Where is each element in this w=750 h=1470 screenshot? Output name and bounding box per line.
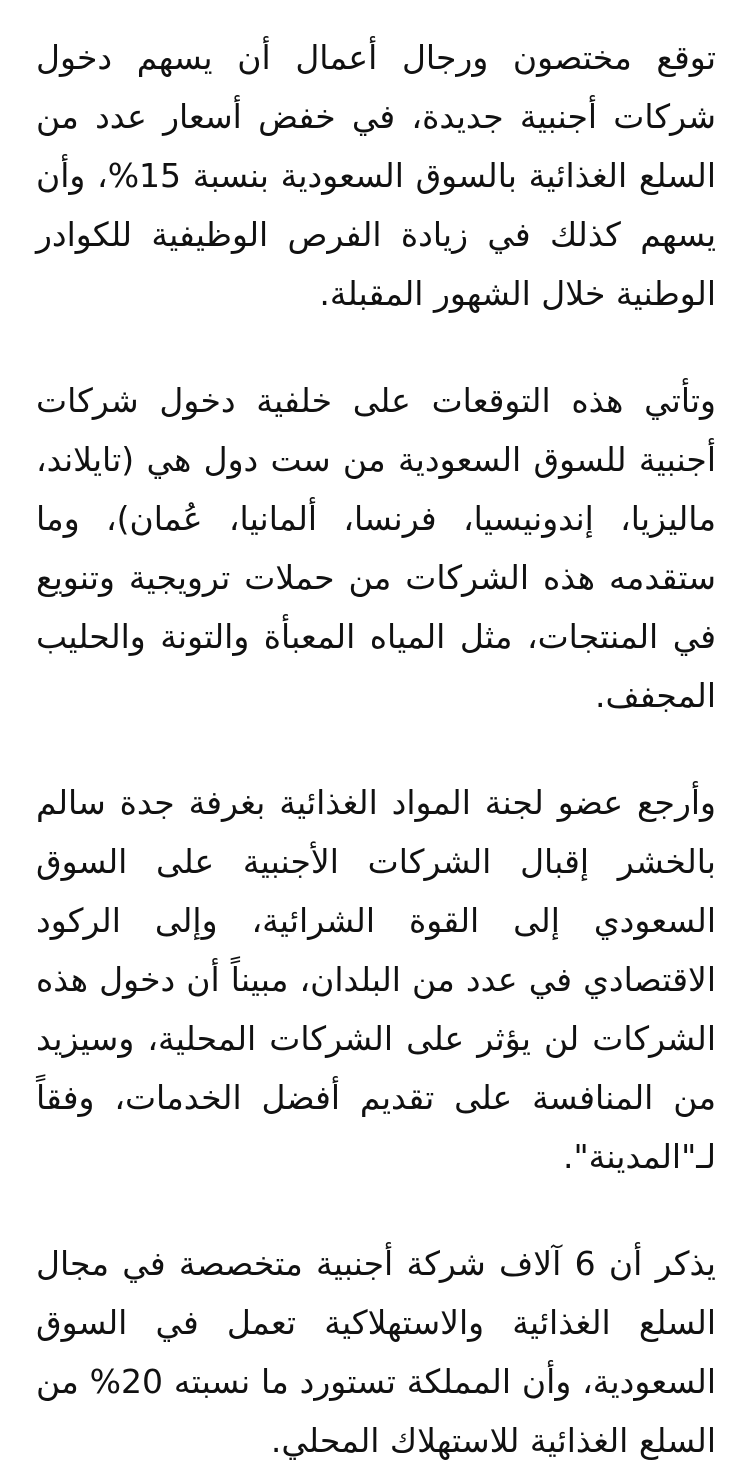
article-paragraph-4: يذكر أن 6 آلاف شركة أجنبية متخصصة في مجال السلع الغذائية والاستهلاكية تعمل في السوق السعودية، وأن المملكة تستورد ما نسبته 20% من السلع الغذائية للاستهلاك المحلي.	[36, 1244, 716, 1460]
article-paragraph-3: وأرجع عضو لجنة المواد الغذائية بغرفة جدة سالم بالخشر إقبال الشركات الأجنبية على السوق السعودي إلى القوة الشرائية، وإلى الركود الاقتصادي في عدد من البلدان، مبيناً أن دخول هذه الشركات لن يؤثر على الشركات المحلية، وسيزيد من المنافسة على تقديم أفضل الخدمات، وفقاً لـ"المدينة".	[36, 783, 716, 1176]
article-paragraph-1: توقع مختصون ورجال أعمال أن يسهم دخول شركات أجنبية جديدة، في خفض أسعار عدد من السلع الغذائية بالسوق السعودية بنسبة 15%، وأن يسهم كذلك في زيادة الفرص الوظيفية للكوادر الوطنية خلال الشهور المقبلة.	[36, 38, 716, 313]
article-paragraph-2: وتأتي هذه التوقعات على خلفية دخول شركات أجنبية للسوق السعودية من ست دول هي (تايلاند، ماليزيا، إندونيسيا، فرنسا، ألمانيا، عُمان)، وما ستقدمه هذه الشركات من حملات ترويجية وتنويع في المنتجات، مثل المياه المعبأة والتونة والحليب المجفف.	[36, 381, 716, 715]
